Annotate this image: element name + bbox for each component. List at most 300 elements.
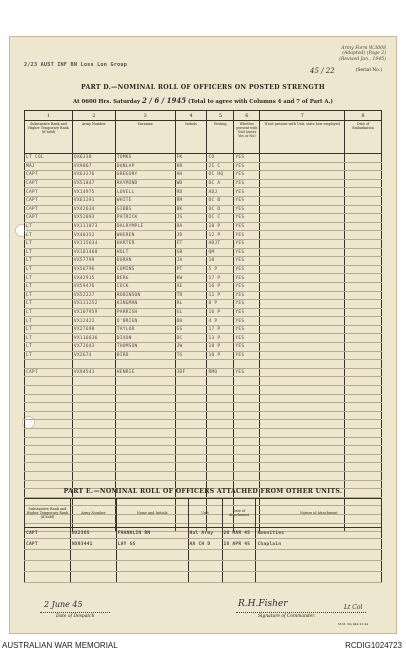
roll-date: 2 / 6 / 1945 (142, 96, 187, 105)
cell-number: VX72643 (72, 343, 115, 352)
table-row (25, 274, 382, 283)
cell-rank: LT (25, 325, 73, 334)
cell-surname: PARRISH (115, 308, 175, 317)
cell-initials: TR (175, 291, 207, 300)
header-surname: Surname (115, 121, 175, 154)
cell-number: VX9067 (72, 162, 115, 171)
cell-rank: CAPT (25, 188, 73, 197)
table-row (25, 300, 382, 309)
empty-cell (234, 437, 260, 446)
header-rank: Substantive Rank and Higher Temporary Rank (if held) (25, 121, 73, 154)
cell-number: VX115634 (72, 239, 115, 248)
cell-posting: 16 P (207, 282, 234, 291)
table-row (25, 291, 382, 300)
empty-cell (260, 257, 345, 266)
empty-cell (260, 196, 345, 205)
table-row (25, 154, 382, 163)
col-number: 2 (72, 111, 115, 121)
form-ref-line: (Revised Jan., 1945) (339, 56, 386, 62)
cell-surname: LOVELL (115, 188, 175, 197)
commander-signature: R.H.Fisher (238, 599, 288, 609)
cell-number: VX2674 (72, 351, 115, 360)
empty-cell (70, 572, 116, 583)
table-row (25, 446, 382, 455)
cell-rank: CAPT (25, 179, 73, 188)
empty-cell (345, 171, 382, 180)
empty-cell (260, 162, 345, 171)
cell-posting: 12 P (207, 231, 234, 240)
cell-initials: KW (175, 274, 207, 283)
empty-cell (175, 403, 207, 412)
cell-rank (25, 360, 73, 369)
table-row (25, 231, 382, 240)
empty-cell (260, 282, 345, 291)
cell-present: YES (234, 196, 260, 205)
cell-rank: LT (25, 291, 73, 300)
empty-cell (260, 171, 345, 180)
col-number: 3 (115, 111, 175, 121)
cell-surname: WHITE (115, 196, 175, 205)
table-row (25, 205, 382, 214)
table-row (25, 420, 382, 429)
empty-cell (25, 446, 73, 455)
form-reference (339, 46, 386, 62)
cell-rank: CAPT (25, 528, 71, 539)
archive-footer (0, 634, 406, 654)
cell-posting: OC B (207, 196, 234, 205)
cell-present (234, 360, 260, 369)
cell-posting: 10 P (207, 343, 234, 352)
empty-cell (260, 248, 345, 257)
empty-cell (25, 454, 73, 463)
table-row (25, 411, 382, 420)
empty-cell (116, 550, 188, 561)
table-row (25, 561, 382, 572)
cell-present: YES (234, 300, 260, 309)
column-headers (25, 121, 382, 154)
cell-posting: 13 P (207, 334, 234, 343)
cell-initials: JA (175, 257, 207, 266)
cell-surname: TAYLOR (115, 325, 175, 334)
empty-cell (345, 257, 382, 266)
empty-cell (115, 446, 175, 455)
cell-initials: RD (175, 188, 207, 197)
table-row (25, 572, 382, 583)
empty-cell (175, 377, 207, 386)
empty-cell (72, 394, 115, 403)
cell-posting: 17 P (207, 274, 234, 283)
cell-present: YES (234, 265, 260, 274)
empty-cell (260, 334, 345, 343)
empty-cell (234, 429, 260, 438)
roll-time-line (0, 96, 406, 105)
header-unit: Unit (188, 499, 222, 528)
cell-surname: HENRIE (115, 368, 175, 377)
table-row (25, 463, 382, 472)
table-row (25, 282, 382, 291)
cell-number: VX58796 (72, 265, 115, 274)
empty-cell (207, 454, 234, 463)
cell-number: VX40352 (72, 231, 115, 240)
empty-cell (25, 561, 71, 572)
cell-posting: ADJ (207, 188, 234, 197)
empty-cell (25, 386, 73, 395)
at-suffix: (Total to agree with Columns 4 and 7 of Part A.) (188, 99, 333, 105)
empty-cell (260, 325, 345, 334)
empty-cell (115, 471, 175, 480)
empty-cell (188, 561, 222, 572)
cell-surname: HOLT (115, 248, 175, 257)
cell-initials: WD (175, 179, 207, 188)
cell-nature: Amenities (256, 528, 382, 539)
empty-cell (260, 411, 345, 420)
empty-cell (256, 561, 382, 572)
empty-cell (25, 420, 73, 429)
cell-rank: CAPT (25, 368, 73, 377)
cell-number (72, 360, 115, 369)
table-row (25, 308, 382, 317)
empty-cell (234, 411, 260, 420)
archive-name: AUSTRALIAN WAR MEMORIAL (2, 641, 118, 650)
cell-initials: JD (175, 231, 207, 240)
empty-cell (115, 403, 175, 412)
empty-cell (345, 179, 382, 188)
cell-initials (175, 360, 207, 369)
cell-surname: GREGORY (115, 171, 175, 180)
empty-cell (345, 429, 382, 438)
cell-date: 16 APR 45 (222, 539, 256, 550)
cell-number: VX101460 (72, 248, 115, 257)
empty-cell (345, 437, 382, 446)
empty-cell (260, 222, 345, 231)
print-code: M.M. 3m 944 22 44 (338, 622, 368, 626)
table-row (25, 196, 382, 205)
header-posting: Posting (207, 121, 234, 154)
empty-cell (260, 454, 345, 463)
despatch-line (40, 612, 110, 613)
cell-posting: 4 P (207, 317, 234, 326)
empty-cell (345, 325, 382, 334)
cell-surname: WHEREN (115, 231, 175, 240)
empty-cell (345, 154, 382, 163)
empty-cell (115, 463, 175, 472)
empty-cell (256, 550, 382, 561)
table-row (25, 394, 382, 403)
table-row (25, 403, 382, 412)
officers-table (24, 110, 382, 532)
cell-surname: COMINS (115, 265, 175, 274)
scan-top-margin (9, 0, 397, 36)
col-number: 7 (260, 111, 345, 121)
cell-posting: OC C (207, 214, 234, 223)
cell-present: YES (234, 222, 260, 231)
cell-name: LAY GS (116, 539, 188, 550)
serial-number: 45 / 22 (310, 67, 335, 75)
table-row (25, 539, 382, 550)
table-row (25, 550, 382, 561)
cell-surname: KINGMAN (115, 300, 175, 309)
col-number: 8 (345, 111, 382, 121)
table-row (25, 528, 382, 539)
cell-rank: LT (25, 334, 73, 343)
empty-cell (260, 343, 345, 352)
header-embarkation: Date of Embarkation (345, 121, 382, 154)
empty-cell (115, 394, 175, 403)
empty-cell (260, 265, 345, 274)
empty-cell (345, 343, 382, 352)
cell-date: 20 MAR 45 (222, 528, 256, 539)
empty-cell (260, 300, 345, 309)
header-army-number: Army Number (70, 499, 116, 528)
table-row (25, 334, 382, 343)
header-army-number: Army Number (72, 121, 115, 154)
empty-cell (345, 420, 382, 429)
table-row (25, 471, 382, 480)
cell-posting: 18 (207, 257, 234, 266)
cell-rank: LT (25, 248, 73, 257)
empty-cell (115, 411, 175, 420)
cell-number: VX61291 (72, 196, 115, 205)
cell-posting: 8 P (207, 300, 234, 309)
empty-cell (345, 360, 382, 369)
cell-number: VX63276 (72, 171, 115, 180)
empty-cell (207, 386, 234, 395)
cell-number: VX94541 (72, 368, 115, 377)
table-row (25, 360, 382, 369)
empty-cell (345, 205, 382, 214)
empty-cell (260, 386, 345, 395)
cell-initials: RM (175, 196, 207, 205)
cell-rank: LT (25, 239, 73, 248)
empty-cell (175, 437, 207, 446)
empty-cell (345, 196, 382, 205)
cell-initials: BK (175, 205, 207, 214)
cell-number: VX12422 (72, 317, 115, 326)
table-row (25, 179, 382, 188)
table-row (25, 257, 382, 266)
cell-posting: CO (207, 154, 234, 163)
empty-cell (25, 437, 73, 446)
empty-cell (345, 317, 382, 326)
cell-present: YES (234, 308, 260, 317)
cell-surname: DORAN (115, 257, 175, 266)
empty-cell (234, 446, 260, 455)
empty-cell (234, 386, 260, 395)
empty-cell (115, 377, 175, 386)
signature-line (236, 612, 366, 613)
cell-present: YES (234, 205, 260, 214)
cell-present: YES (234, 282, 260, 291)
cell-posting: 11 P (207, 291, 234, 300)
empty-cell (345, 300, 382, 309)
despatch-label: Date of Despatch (56, 614, 95, 619)
empty-cell (345, 377, 382, 386)
empty-cell (234, 394, 260, 403)
empty-cell (345, 351, 382, 360)
table-row (25, 188, 382, 197)
cell-rank: LT (25, 222, 73, 231)
cell-present: YES (234, 274, 260, 283)
cell-number: VX42915 (72, 274, 115, 283)
cell-initials: KR (175, 162, 207, 171)
empty-cell (345, 291, 382, 300)
cell-posting: OC A (207, 179, 234, 188)
cell-rank: MAJ (25, 162, 73, 171)
form-ref-line: Army Form W.3008 (341, 46, 386, 51)
cell-initials: RL (175, 300, 207, 309)
cell-nature: Chaplain (256, 539, 382, 550)
empty-cell (207, 377, 234, 386)
cell-present: YES (234, 351, 260, 360)
cell-present: YES (234, 179, 260, 188)
cell-surname (115, 360, 175, 369)
empty-cell (234, 420, 260, 429)
header-initials: Initials (175, 121, 207, 154)
cell-initials: PT (175, 265, 207, 274)
cell-initials: FK (175, 154, 207, 163)
cell-number: VX111073 (72, 222, 115, 231)
empty-cell (175, 471, 207, 480)
cell-surname: THOMSON (115, 343, 175, 352)
empty-cell (345, 214, 382, 223)
cell-present: YES (234, 239, 260, 248)
empty-cell (207, 471, 234, 480)
table-row (25, 214, 382, 223)
cell-rank: LT (25, 274, 73, 283)
attached-table (24, 498, 382, 583)
cell-present: YES (234, 162, 260, 171)
empty-cell (345, 308, 382, 317)
cell-number: VX59476 (72, 282, 115, 291)
cell-posting: ADJT (207, 239, 234, 248)
col-number: 4 (175, 111, 207, 121)
cell-surname: TOMKS (115, 154, 175, 163)
empty-cell (175, 429, 207, 438)
part-e-title: PART E.—NOMINAL ROLL OF OFFICERS ATTACHED FROM OTHER UNITS. (63, 488, 343, 495)
cell-posting: 2I C (207, 162, 234, 171)
cell-initials: AE (175, 282, 207, 291)
empty-cell (260, 308, 345, 317)
empty-cell (345, 334, 382, 343)
empty-cell (260, 351, 345, 360)
empty-cell (345, 454, 382, 463)
empty-cell (207, 420, 234, 429)
empty-cell (25, 411, 73, 420)
cell-initials: RA (175, 222, 207, 231)
cell-number: VX14975 (72, 188, 115, 197)
empty-cell (234, 454, 260, 463)
table-row (25, 265, 382, 274)
cell-present: YES (234, 231, 260, 240)
empty-cell (260, 274, 345, 283)
header-employment: If not present with Unit, state how employed (260, 121, 345, 154)
empty-cell (260, 179, 345, 188)
archive-id: RCDIG1024723 (345, 641, 402, 650)
empty-cell (25, 403, 73, 412)
empty-cell (260, 188, 345, 197)
empty-cell (188, 550, 222, 561)
table-row (25, 317, 382, 326)
empty-cell (345, 265, 382, 274)
empty-cell (260, 377, 345, 386)
empty-cell (25, 463, 73, 472)
empty-cell (115, 454, 175, 463)
empty-cell (116, 572, 188, 583)
cell-present: YES (234, 188, 260, 197)
cell-present: YES (234, 325, 260, 334)
empty-cell (72, 377, 115, 386)
cell-rank: LT (25, 300, 73, 309)
empty-cell (207, 411, 234, 420)
empty-cell (345, 394, 382, 403)
empty-cell (188, 572, 222, 583)
cell-initials: TG (175, 351, 207, 360)
cell-number: VX107959 (72, 308, 115, 317)
cell-surname: ROBINSON (115, 291, 175, 300)
cell-rank: LT (25, 257, 73, 266)
cell-posting: OC HQ (207, 171, 234, 180)
empty-cell (345, 463, 382, 472)
cell-rank: LT (25, 231, 73, 240)
cell-unit: Hal Army (188, 528, 222, 539)
empty-cell (115, 429, 175, 438)
empty-cell (222, 561, 256, 572)
cell-initials: GS (175, 325, 207, 334)
empty-cell (345, 239, 382, 248)
attached-headers (25, 499, 382, 528)
cell-number: QX6330 (72, 154, 115, 163)
cell-surname: COCK (115, 282, 175, 291)
cell-surname: HARTER (115, 239, 175, 248)
empty-cell (207, 429, 234, 438)
cell-rank: LT (25, 343, 73, 352)
empty-cell (260, 231, 345, 240)
table-row (25, 222, 382, 231)
table-row (25, 454, 382, 463)
empty-cell (72, 411, 115, 420)
cell-name: FRANKLIN RN (116, 528, 188, 539)
empty-cell (260, 471, 345, 480)
header-attachment-date: Date of Attachment (222, 499, 256, 528)
empty-cell (72, 463, 115, 472)
col-number: 1 (25, 111, 73, 121)
at-prefix: At 0600 Hrs. Saturday (73, 99, 141, 105)
cell-initials: AH (175, 171, 207, 180)
empty-cell (345, 403, 382, 412)
table-row (25, 248, 382, 257)
empty-cell (115, 420, 175, 429)
cell-rank: LT COL (25, 154, 73, 163)
unit-header: 2/23 AUST INF BN Loss Lon Group (24, 62, 128, 68)
despatch-date: 2 June 45 (44, 600, 83, 609)
cell-posting: 16 P (207, 308, 234, 317)
cell-present: YES (234, 171, 260, 180)
table-row (25, 386, 382, 395)
empty-cell (345, 282, 382, 291)
empty-cell (234, 403, 260, 412)
empty-cell (25, 429, 73, 438)
empty-cell (207, 446, 234, 455)
empty-cell (345, 368, 382, 377)
cell-number: VX52227 (72, 291, 115, 300)
empty-cell (260, 437, 345, 446)
col-number: 6 (234, 111, 260, 121)
cell-unit: AA CH D (188, 539, 222, 550)
cell-rank: LT (25, 317, 73, 326)
cell-initials: JS (175, 214, 207, 223)
empty-cell (260, 205, 345, 214)
header-name: Name and Initials (116, 499, 188, 528)
